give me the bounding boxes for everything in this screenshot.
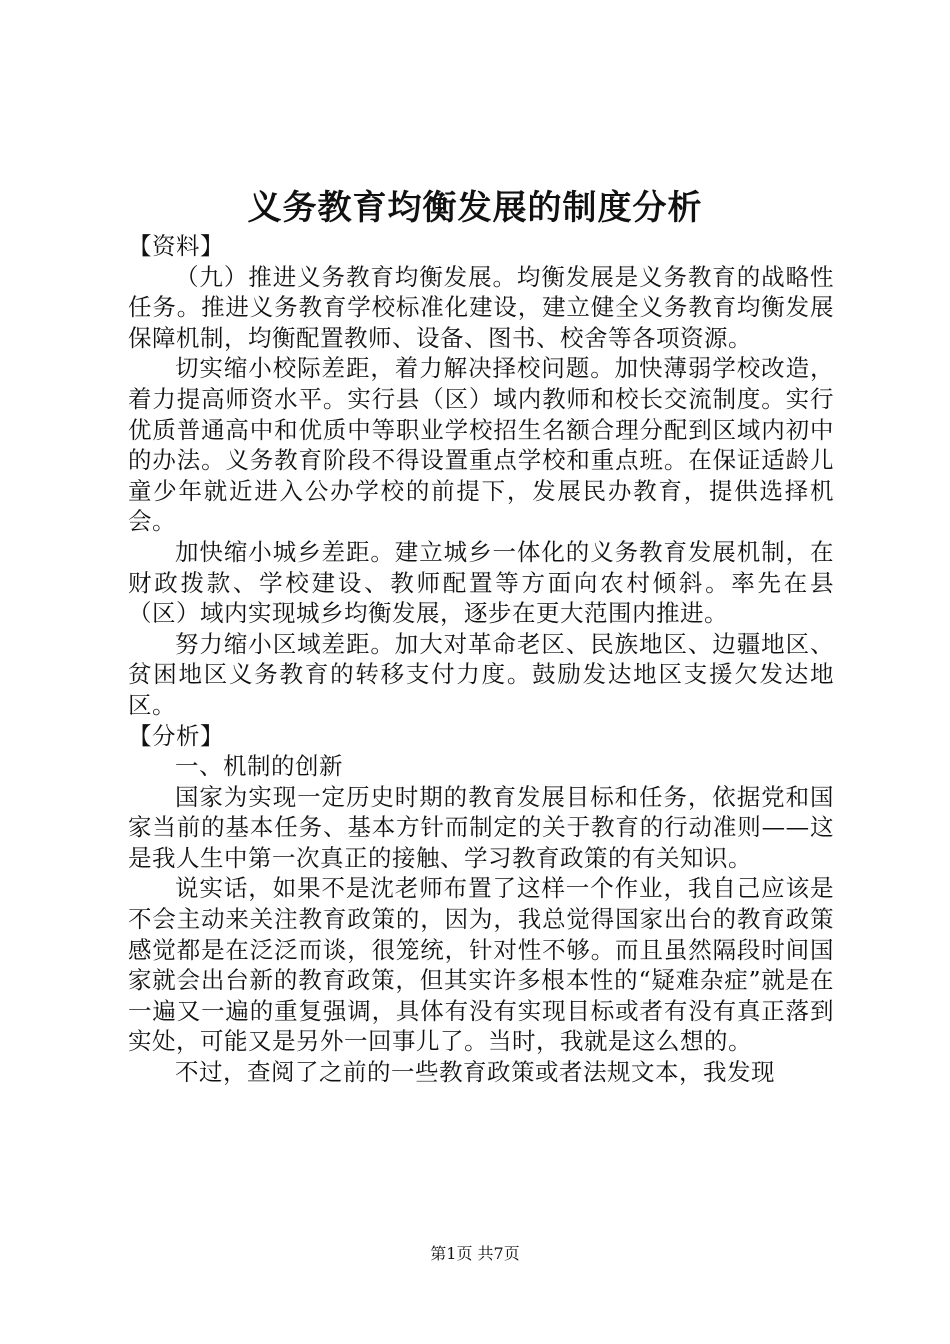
paragraph: 努力缩小区域差距。加大对革命老区、民族地区、边疆地区、贫困地区义务教育的转移支付力度。鼓励发达地区支援欠发达地区。 [128, 629, 834, 719]
page-number-footer: 第1页 共7页 [430, 1244, 520, 1263]
paragraph: 不过，查阅了之前的一些教育政策或者法规文本，我发现 [175, 1058, 775, 1087]
paragraph: 切实缩小校际差距，着力解决择校问题。加快薄弱学校改造，着力提高师资水平。实行县（区）域内教师和校长交流制度。实行优质普通高中和优质中等职业学校招生名额合理分配到区域内初中的办法。义务教育阶段不得设置重点学校和重点班。在保证适龄儿童少年就近进入公办学校的前提下，发展民办教育，提供选择机会。 [128, 354, 834, 536]
paragraph: 说实话，如果不是沈老师布置了这样一个作业，我自己应该是不会主动来关注教育政策的，因为，我总觉得国家出台的教育政策感觉都是在泛泛而谈，很笼统，针对性不够。而且虽然隔段时间国家就会出台新的教育政策，但其实许多根本性的“疑难杂症”就是在一遍又一遍的重复强调，具体有没有实现目标或者有没有真正落到实处，可能又是另外一回事儿了。当时，我就是这么想的。 [128, 874, 834, 1056]
section-label-material: 【资料】 [128, 232, 224, 260]
paragraph: 国家为实现一定历史时期的教育发展目标和任务，依据党和国家当前的基本任务、基本方针而制定的关于教育的行动准则——这是我人生中第一次真正的接触、学习教育政策的有关知识。 [128, 782, 834, 872]
section-label-analysis: 【分析】 [128, 721, 224, 750]
paragraph: 加快缩小城乡差距。建立城乡一体化的义务教育发展机制，在财政拨款、学校建设、教师配置等方面向农村倾斜。率先在县（区）域内实现城乡均衡发展，逐步在更大范围内推进。 [128, 537, 834, 628]
subheading: 一、机制的创新 [175, 752, 343, 781]
document-body [128, 231, 834, 1088]
document-title: 义务教育均衡发展的制度分析 [247, 188, 703, 228]
paragraph: （九）推进义务教育均衡发展。均衡发展是义务教育的战略性任务。推进义务教育学校标准化建设，建立健全义务教育均衡发展保障机制，均衡配置教师、设备、图书、校舍等各项资源。 [128, 262, 834, 352]
